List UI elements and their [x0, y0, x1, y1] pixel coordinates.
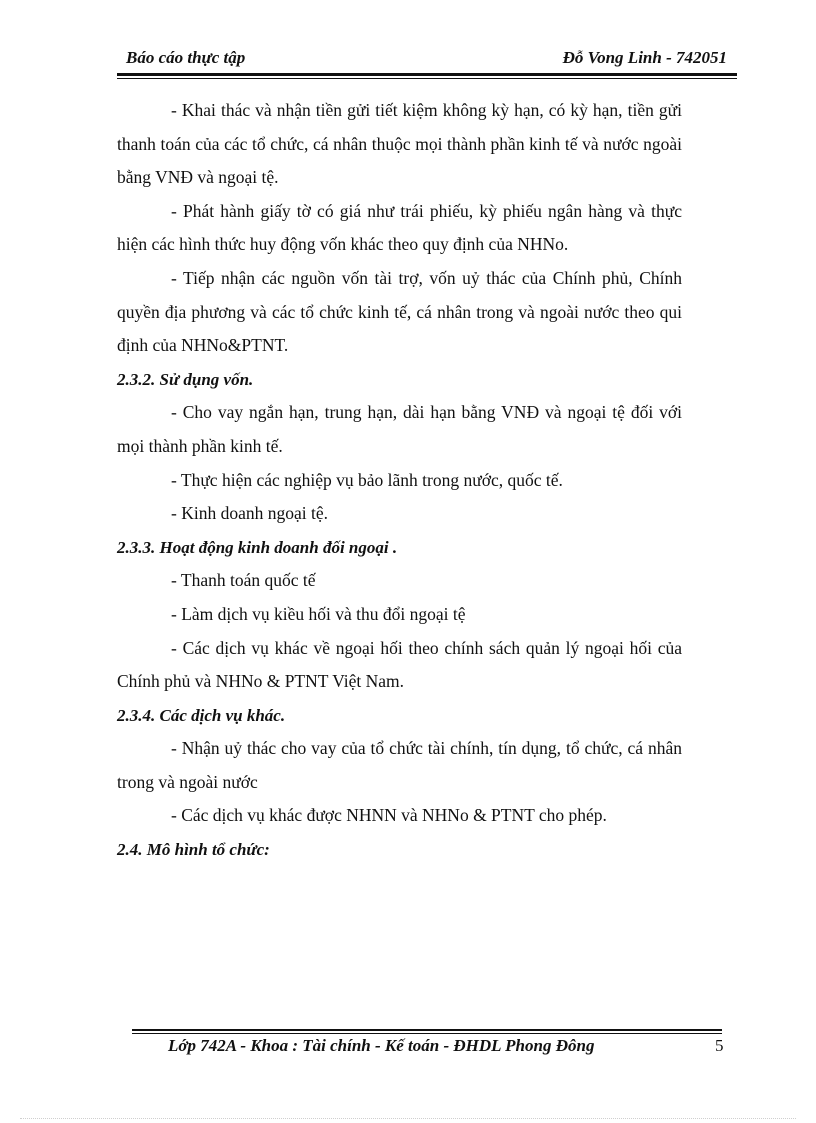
- paragraph-fx-services: - Các dịch vụ khác về ngoại hối theo chính sách quản lý ngoại hối của Chính phủ và NHNo & PTNT Việt Nam.: [117, 637, 682, 692]
- page-edge-dotted-line: [20, 1118, 796, 1119]
- paragraph-entrusted-lending: - Nhận uỷ thác cho vay của tổ chức tài chính, tín dụng, tổ chức, cá nhân trong và ngoài nước: [117, 738, 682, 792]
- page-number: 5: [715, 1036, 724, 1055]
- section-heading-2-4: 2.4. Mô hình tổ chức:: [117, 840, 270, 860]
- footer-class-info: Lớp 742A - Khoa : Tài chính - Kế toán - ĐHDL Phong Đông: [168, 1036, 595, 1055]
- header-report-title: Báo cáo thực tập: [126, 48, 246, 67]
- paragraph-fx-trading: - Kinh doanh ngoại tệ.: [171, 503, 328, 524]
- section-heading-2-3-3: 2.3.3. Hoạt động kinh doanh đối ngoại .: [117, 537, 398, 557]
- header-author: Đỗ Vong Linh - 742051: [562, 48, 727, 67]
- header-rule: [117, 73, 737, 76]
- paragraph-intl-payment: - Thanh toán quốc tế: [171, 570, 316, 591]
- paragraph-funding-sources: - Tiếp nhận các nguồn vốn tài trợ, vốn uỷ thác của Chính phủ, Chính quyền địa phương và các tổ chức kinh tế, cá nhân trong và ngoài nước theo qui định của NHNo&PTNT.: [117, 267, 682, 356]
- footer-rule: [132, 1029, 722, 1031]
- footer-rule-thin: [132, 1033, 722, 1034]
- header-rule-thin: [117, 78, 737, 79]
- paragraph-deposits: - Khai thác và nhận tiền gửi tiết kiệm không kỳ hạn, có kỳ hạn, tiền gửi thanh toán của các tổ chức, cá nhân thuộc mọi thành phần kinh tế và nước ngoài bằng VNĐ và ngoại tệ.: [117, 100, 682, 188]
- section-heading-2-3-2: 2.3.2. Sử dụng vốn.: [117, 369, 254, 389]
- paragraph-other-services: - Các dịch vụ khác được NHNN và NHNo & PTNT cho phép.: [171, 805, 607, 826]
- paragraph-securities: - Phát hành giấy tờ có giá như trái phiếu, kỳ phiếu ngân hàng và thực hiện các hình thức huy động vốn khác theo quy định của NHNo.: [117, 200, 682, 255]
- paragraph-remittance: - Làm dịch vụ kiều hối và thu đổi ngoại tệ: [171, 603, 466, 624]
- page-header: [117, 46, 737, 72]
- body-text: [117, 94, 682, 867]
- section-heading-2-3-4: 2.3.4. Các dịch vụ khác.: [117, 705, 286, 725]
- paragraph-guarantees: - Thực hiện các nghiệp vụ bảo lãnh trong nước, quốc tế.: [171, 469, 563, 490]
- paragraph-lending: - Cho vay ngắn hạn, trung hạn, dài hạn bằng VNĐ và ngoại tệ đối với mọi thành phần kinh tế.: [117, 402, 682, 456]
